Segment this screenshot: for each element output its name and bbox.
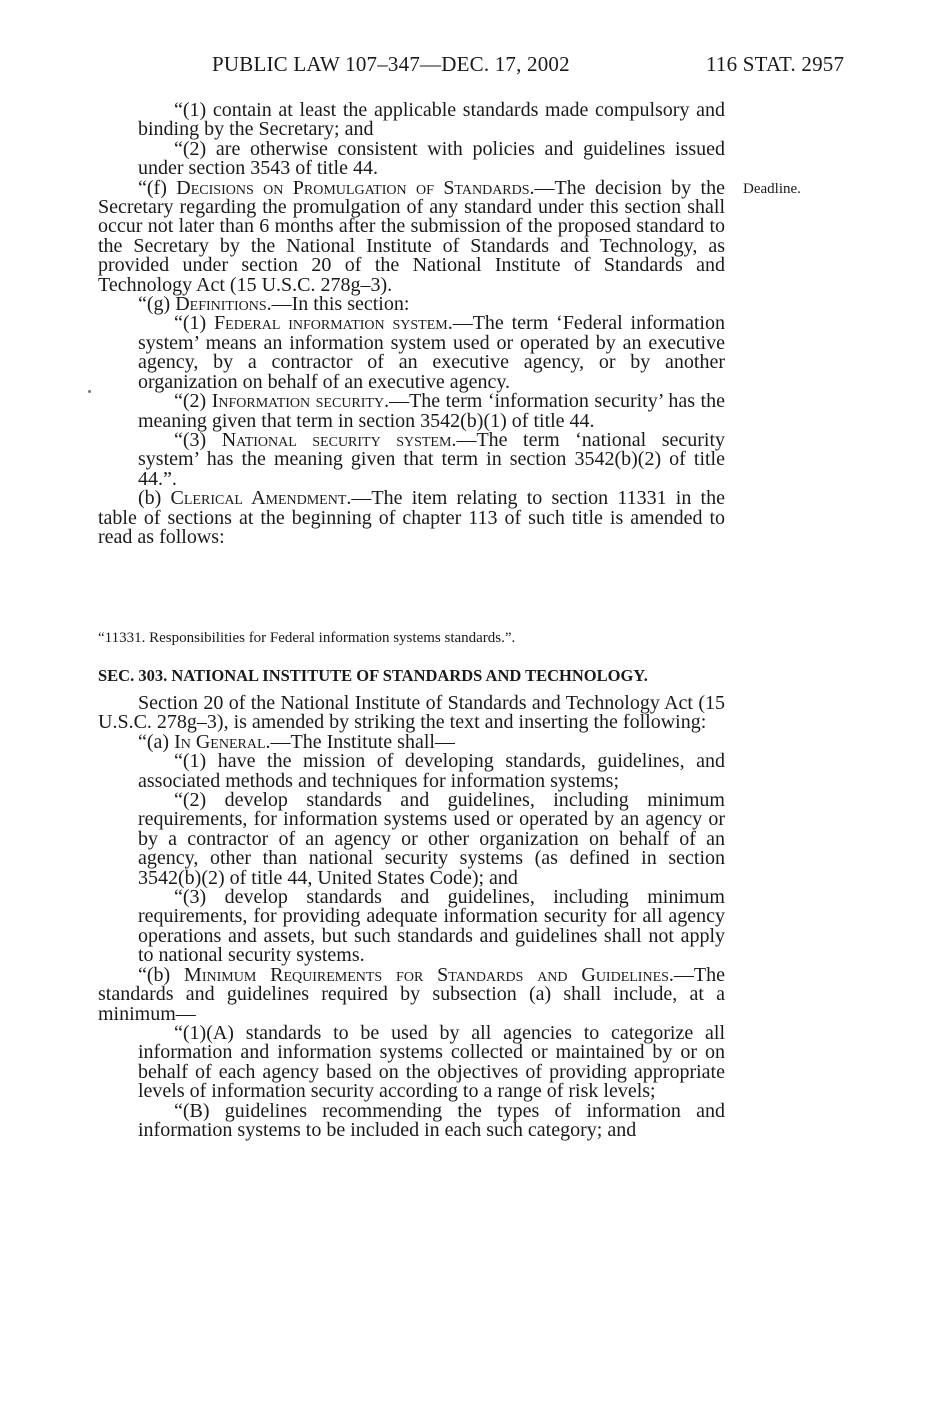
subsection-a-body: .—The Institute shall—: [265, 730, 455, 753]
subsection-b-minimum-heading: Minimum Requirements for Standards and Guidelines: [184, 963, 669, 986]
subsection-f-number: “(f): [138, 176, 177, 199]
subsection-a-heading: In General: [174, 730, 266, 753]
definition-1-number: “(1): [174, 312, 215, 335]
paragraph-a2: “(2) develop standards and guidelines, including minimum requirements, for information systems used or operated by an agency or by a contractor of an agency or other organization on behalf of an agency, other than national security systems (as defined in section 3542(b)(2) of title 44, United States Code); and: [138, 789, 725, 889]
definition-3-number: “(3): [174, 428, 222, 451]
paragraph-b1A: “(1)(A) standards to be used by all agencies to categorize all information and information systems collected or maintained by or on behalf of each agency based on the objectives of providing appropriate levels of information security according to a range of risk levels;: [138, 1021, 725, 1103]
table-of-sections-item: “11331. Responsibilities for Federal information systems standards.”.: [98, 630, 516, 646]
subsection-b-minimum: [98, 963, 726, 1025]
paragraph-bB: “(B) guidelines recommending the types of information and information systems to be included in each such category; and: [138, 1099, 725, 1141]
definition-1-body: .—The term ‘Federal information system’ means an information system used or operated by an executive agency, by a contractor of an executive agency, or by another organization on behalf of an executive agency.: [138, 312, 725, 393]
definition-1-heading: Federal information system: [214, 312, 448, 335]
section-heading: SEC. 303. NATIONAL INSTITUTE OF STANDARDS AND TECHNOLOGY.: [98, 666, 648, 685]
subsection-g-heading: Definitions: [175, 293, 267, 316]
subsection-g-number: “(g): [138, 293, 176, 316]
section-intro: Section 20 of the National Institute of Standards and Technology Act (15 U.S.C. 278g–3), is amended by striking the text and inserting the following:: [98, 692, 725, 734]
text-block-bottom: [98, 694, 725, 1140]
definition-3: [98, 428, 726, 490]
subsection-b-number: (b): [138, 487, 171, 510]
subsection-b-minimum-number: “(b): [138, 963, 185, 986]
paragraph-1: “(1) contain at least the applicable standards made compulsory and binding by the Secretary; and: [138, 99, 725, 141]
subsection-b-minimum-body: .—The standards and guidelines required by subsection (a) shall include, at a minimum—: [98, 963, 726, 1025]
definition-2-body: .—The term ‘information security’ has the meaning given that term in section 3542(b)(1) of title 44.: [138, 390, 725, 432]
subsection-g-body: .—In this section:: [266, 293, 410, 316]
subsection-b-body: .—The item relating to section 11331 in the table of sections at the beginning of chapter 113 of such title is amended to read as follows:: [98, 487, 725, 548]
paragraph-a3: “(3) develop standards and guidelines, including minimum requirements, for providing adequate information security for all agency operations and assets, but such standards and guidelines shall not apply to national security systems.: [138, 886, 725, 967]
running-header-title: PUBLIC LAW 107–347—DEC. 17, 2002: [212, 52, 570, 76]
definition-2-heading: Information security: [211, 390, 385, 413]
subsection-b: [98, 489, 725, 547]
definition-2-number: “(2): [174, 390, 212, 413]
subsection-f-body: .—The decision by the Secretary regarding the promulgation of any standard under this section shall occur not later than 6 months after the submission of the proposed standard to the Secretary by the National Institute of Standards and Technology, as provided under section 20 of the National Institute of Standards and Technology Act (15 U.S.C. 278g–3).: [98, 176, 725, 296]
marginal-note: Deadline.: [743, 181, 801, 197]
text-block-top: [98, 101, 725, 547]
paragraph-a1: “(1) have the mission of developing standards, guidelines, and associated methods and techniques for information systems;: [138, 750, 725, 792]
scan-speck: [88, 390, 91, 393]
definition-3-body: .—The term ‘national security system’ has the meaning given that term in section 3542(b)(2) of title 44.”.: [138, 428, 726, 490]
subsection-f-heading: Decisions on Promulgation of Standards: [176, 176, 530, 199]
subsection-b-heading: Clerical Amendment: [170, 487, 347, 510]
definition-3-heading: National security system: [221, 428, 452, 451]
subsection-f: [98, 176, 725, 296]
paragraph-2: “(2) are otherwise consistent with policies and guidelines issued under section 3543 of title 44.: [138, 137, 725, 180]
running-header-page-number: 116 STAT. 2957: [706, 52, 845, 76]
subsection-a-number: “(a): [138, 730, 175, 753]
definition-1: [98, 314, 725, 392]
definition-2: [98, 392, 725, 431]
